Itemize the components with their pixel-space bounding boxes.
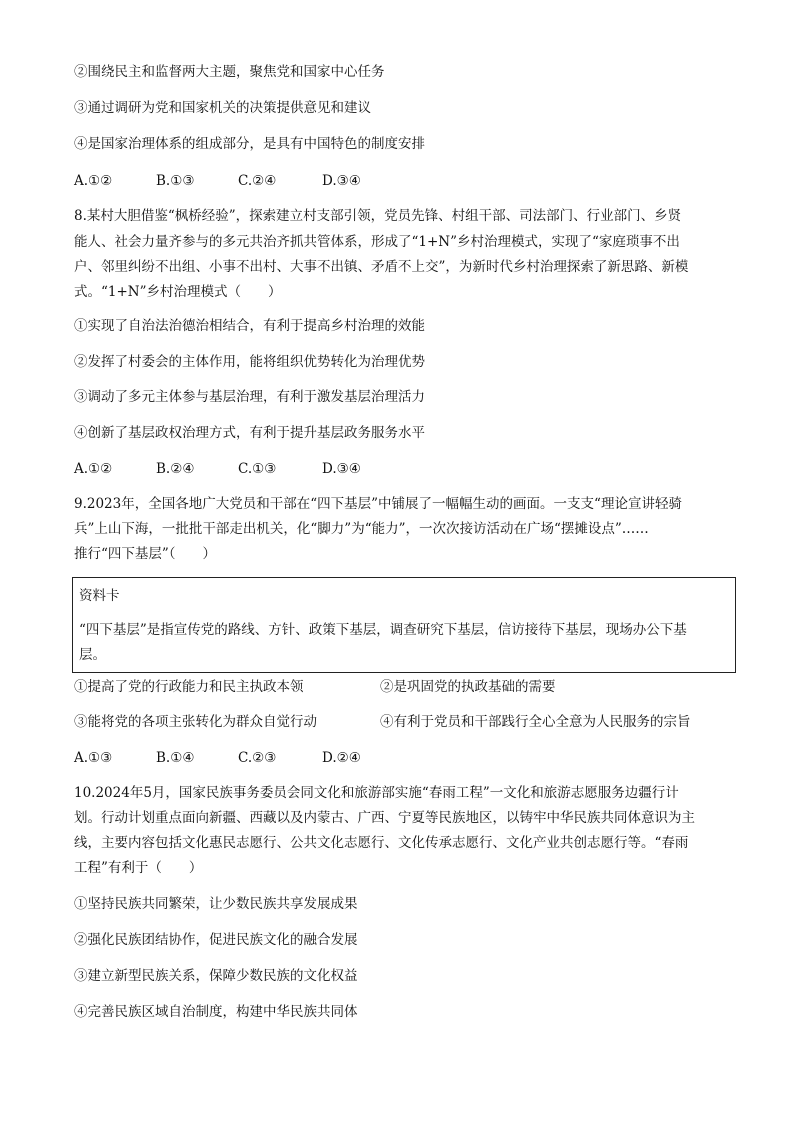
q9-stem-line: 9.2023年，全国各地广大党员和干部在“四下基层”中铺展了一幅幅生动的画面。一支支“理论宣讲轻骑 (74, 496, 682, 512)
q7-answer-b: B.①③ (156, 173, 195, 189)
q10-stem-line: 划。行动计划重点面向新疆、西藏以及内蒙古、广西、宁夏等民族地区，以铸牢中华民族共同体意识为主 (74, 810, 695, 826)
q8-stem-line: 8.某村大胆借鉴“枫桥经验”，探索建立村支部引领，党员先锋、村组干部、司法部门、行业部门、乡贤 (74, 208, 682, 224)
q10-option-3: ③建立新型民族关系，保障少数民族的文化权益 (74, 968, 358, 984)
q9-answer-a: A.①③ (74, 750, 113, 766)
q7-option-2: ②围绕民主和监督两大主题，聚焦党和国家中心任务 (74, 64, 385, 80)
q8-stem-line: 式。“1+N”乡村治理模式（ ） (74, 284, 282, 300)
q8-option-1: ①实现了自治法治德治相结合，有利于提高乡村治理的效能 (74, 318, 425, 334)
q8-answer-b: B.②④ (156, 461, 195, 477)
q8-answer-a: A.①② (74, 461, 113, 477)
q8-stem-line: 能人、社会力量齐参与的多元共治齐抓共管体系，形成了“1+N”乡村治理模式，实现了“家庭琐事不出 (74, 234, 680, 250)
q9-stem-line: 推行“四下基层”（ ） (74, 546, 217, 562)
q8-option-4: ④创新了基层政权治理方式，有利于提升基层政务服务水平 (74, 425, 425, 441)
q7-answer-d: D.③④ (322, 173, 361, 189)
q9-answer-b: B.①④ (156, 750, 195, 766)
q9-option-4: ④有利于党员和干部践行全心全意为人民服务的宗旨 (380, 714, 691, 730)
q10-stem-line: 10.2024年5月，国家民族事务委员会同文化和旅游部实施“春雨工程”一文化和旅游志愿服务边疆行计 (74, 785, 679, 801)
q7-option-4: ④是国家治理体系的组成部分，是具有中国特色的制度安排 (74, 136, 425, 152)
q10-stem-line: 工程”有利于（ ） (74, 860, 203, 876)
q8-option-2: ②发挥了村委会的主体作用，能将组织优势转化为治理优势 (74, 354, 425, 370)
q9-option-3: ③能将党的各项主张转化为群众自觉行动 (74, 714, 317, 730)
material-card (72, 577, 736, 673)
q9-stem-line: 兵”上山下海，一批批干部走出机关，化“脚力”为“能力”，一次次接访活动在广场“摆摊设点”…… (74, 521, 649, 537)
q10-stem-line: 线，主要内容包括文化惠民志愿行、公共文化志愿行、文化传承志愿行、文化产业共创志愿行等。“春雨 (74, 835, 689, 851)
q10-option-1: ①坚持民族共同繁荣，让少数民族共享发展成果 (74, 896, 358, 912)
material-card-text: “四下基层”是指宣传党的路线、方针、政策下基层，调查研究下基层，信访接待下基层，现场办公下基 (79, 622, 687, 638)
q8-stem-line: 户、邻里纠纷不出组、小事不出村、大事不出镇、矛盾不上交”，为新时代乡村治理探索了新思路、新模 (74, 259, 689, 275)
q9-answer-d: D.②④ (322, 750, 361, 766)
q8-answer-d: D.③④ (322, 461, 361, 477)
q10-option-2: ②强化民族团结协作，促进民族文化的融合发展 (74, 932, 358, 948)
q8-option-3: ③调动了多元主体参与基层治理，有利于激发基层治理活力 (74, 389, 425, 405)
q7-option-3: ③通过调研为党和国家机关的决策提供意见和建议 (74, 100, 371, 116)
q9-answer-c: C.②③ (238, 750, 277, 766)
material-card-title: 资料卡 (79, 588, 120, 604)
material-card-text: 层。 (79, 647, 106, 663)
q7-answer-a: A.①② (74, 173, 113, 189)
q10-option-4: ④完善民族区域自治制度，构建中华民族共同体 (74, 1004, 358, 1020)
q9-option-1: ①提高了党的行政能力和民主执政本领 (74, 679, 304, 695)
q9-option-2: ②是巩固党的执政基础的需要 (380, 679, 556, 695)
q8-answer-c: C.①③ (238, 461, 277, 477)
q7-answer-c: C.②④ (238, 173, 277, 189)
